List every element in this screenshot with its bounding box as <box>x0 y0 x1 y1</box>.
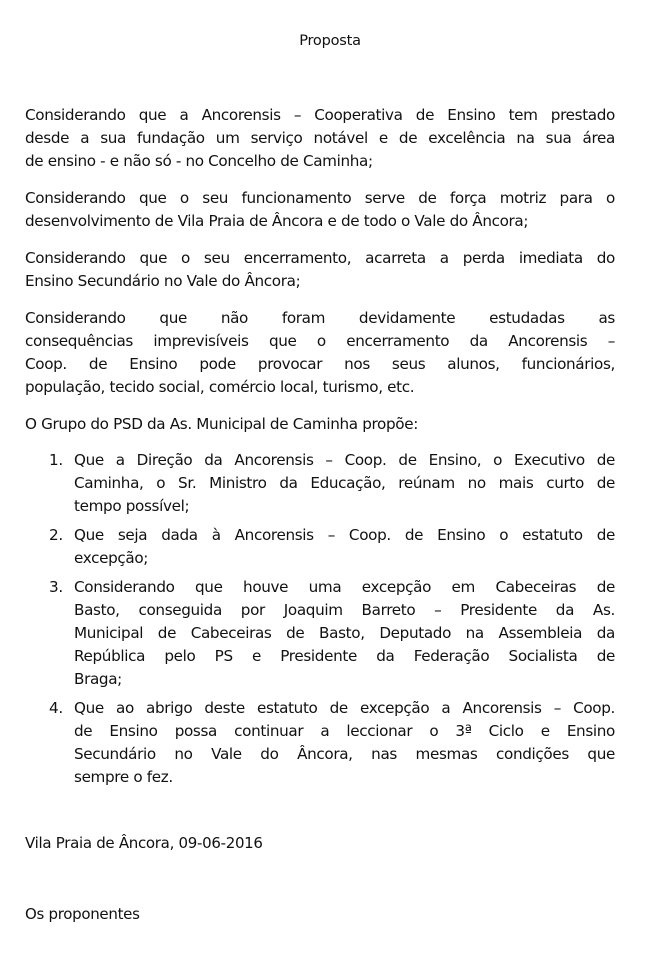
text-line: Coop. de Ensino pode provocar nos seus alunos, funcionários, <box>25 355 615 373</box>
text-line: sempre o fez. <box>74 768 173 786</box>
text-line: população, tecido social, comércio local, turismo, etc. <box>25 378 415 396</box>
text-line: de ensino - e não só - no Concelho de Caminha; <box>25 152 373 170</box>
text-line: Considerando que o seu encerramento, acarreta a perda imediata do <box>25 249 615 267</box>
consideration-paragraph <box>25 187 615 233</box>
text-line: Que seja dada à Ancorensis – Coop. de Ensino o estatuto de <box>74 526 615 544</box>
text-line: desenvolvimento de Vila Praia de Âncora e de todo o Vale do Âncora; <box>25 212 529 230</box>
text-line: O Grupo do PSD da As. Municipal de Caminha propõe: <box>25 415 418 433</box>
text-line: excepção; <box>74 549 149 567</box>
text-line: Considerando que não foram devidamente estudadas as <box>25 309 615 327</box>
text-line: Municipal de Cabeceiras de Basto, Deputado na Assembleia da <box>74 624 615 642</box>
text-line: Que a Direção da Ancorensis – Coop. de Ensino, o Executivo de <box>74 451 615 469</box>
consideration-paragraph <box>25 104 615 173</box>
proposal-item <box>25 524 615 570</box>
proposal-intro <box>25 413 615 436</box>
text-line: República pelo PS e Presidente da Federação Socialista de <box>74 647 615 665</box>
document-title: Proposta <box>299 33 361 49</box>
text-line: Considerando que o seu funcionamento serve de força motriz para o <box>25 189 615 207</box>
text-line: Braga; <box>74 670 122 688</box>
consideration-paragraph <box>25 307 615 399</box>
text-line: Considerando que a Ancorensis – Cooperativa de Ensino tem prestado <box>25 106 615 124</box>
place-date: Vila Praia de Âncora, 09-06-2016 <box>25 834 263 852</box>
text-line: Secundário no Vale do Âncora, nas mesmas condições que <box>74 745 615 763</box>
text-line: Ensino Secundário no Vale do Âncora; <box>25 272 301 290</box>
proposal-list <box>25 449 615 789</box>
proposal-item <box>25 449 615 518</box>
text-line: Caminha, o Sr. Ministro da Educação, reúnam no mais curto de <box>74 474 615 492</box>
item-number: 2. <box>49 526 63 544</box>
document-body <box>25 104 615 795</box>
item-number: 3. <box>49 578 63 596</box>
text-line: Que ao abrigo deste estatuto de excepção a Ancorensis – Coop. <box>74 699 615 717</box>
text-line: Considerando que houve uma excepção em Cabeceiras de <box>74 578 615 596</box>
proposal-item <box>25 697 615 789</box>
text-line: desde a sua fundação um serviço notável e de excelência na sua área <box>25 129 615 147</box>
item-number: 4. <box>49 699 63 717</box>
proposal-item <box>25 576 615 691</box>
text-line: Basto, conseguida por Joaquim Barreto – Presidente da As. <box>74 601 615 619</box>
consideration-paragraph <box>25 247 615 293</box>
text-line: consequências imprevisíveis que o encerramento da Ancorensis – <box>25 332 615 350</box>
item-number: 1. <box>49 451 63 469</box>
signers-label: Os proponentes <box>25 905 140 923</box>
text-line: de Ensino possa continuar a leccionar o 3ª Ciclo e Ensino <box>74 722 615 740</box>
text-line: tempo possível; <box>74 497 190 515</box>
